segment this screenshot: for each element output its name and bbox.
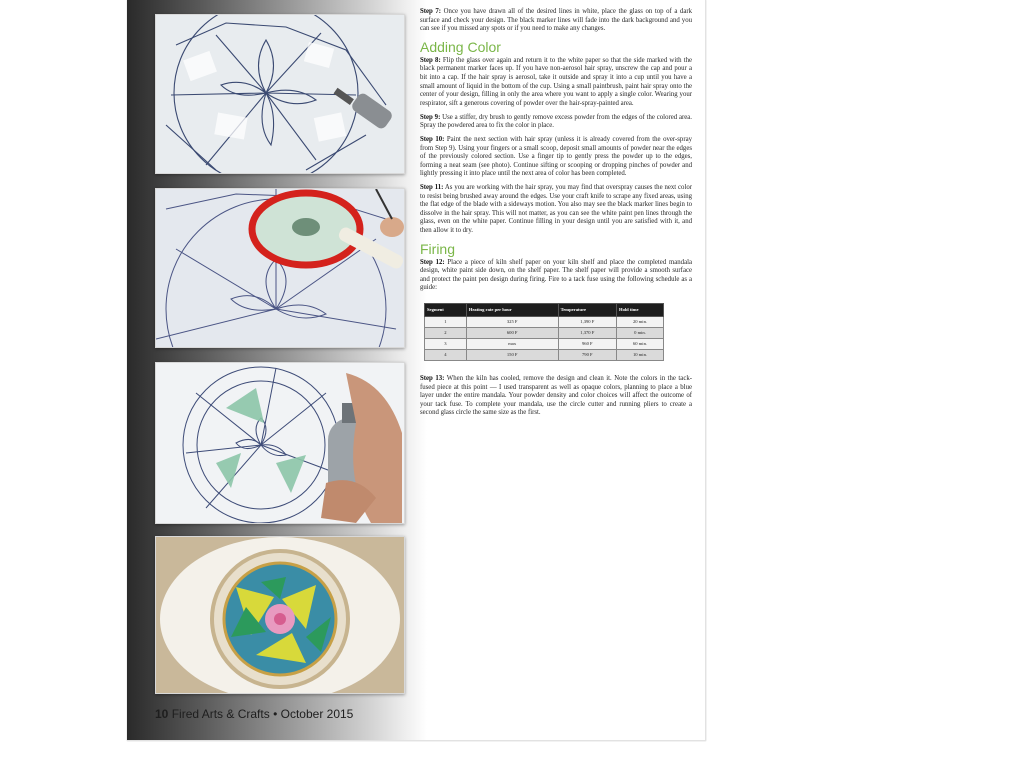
step-8-text: Flip the glass over again and return it to the white paper so that the side marked with the black permanent marker faces up. If you have non-aerosol hair spray, unscrew the cap and pour a bit into a cap. If the hair spray is aerosol, take it outside and spray it into a cup until you have a small amount of liquid in the bottom of the cup. Using a small paintbrush, paint hair spray onto the center of your design, filling in only the area where you want to apply a single color. Wearing your respirator, sift a generous covering of powder over the hair-spray-painted area. [420,56,692,107]
step-11-label: Step 11: [420,184,444,192]
step-12-label: Step 12: [420,258,445,266]
magazine-page [127,0,706,741]
table-cell: 0 min. [617,328,664,339]
step-9-text: Use a stiffer, dry brush to gently remove excess powder from the edges of the colored area. Spray the powdered area to fix the color in place. [420,113,692,130]
table-cell: 790 F [558,350,616,361]
step-10-label: Step 10: [420,135,445,143]
table-cell: max [466,339,558,350]
step-8-label: Step 8: [420,56,441,64]
heading-adding-color: Adding Color [420,38,501,55]
step-7-label: Step 7: [420,8,442,15]
step-10 [420,136,692,179]
photo-fused-mandala [155,536,405,694]
table-row [425,339,664,350]
table-header: Segment [425,304,467,317]
step-7-text: Once you have drawn all of the desired lines in white, place the glass on top of a dark surface and check your design. The black marker lines will fade into the dark background and you can see if you missed any spots or if you need to make any changes. [420,8,693,33]
table-header: Heating rate per hour [466,304,558,317]
photo-mandala-lines [155,14,405,174]
step-12 [420,259,692,293]
table-row [425,350,664,361]
article-text [420,8,692,423]
step-10-text: Paint the next section with hair spray (unless it is already covered from the over-spray from Step 9). Using your fingers or a small scoop, deposit small amounts of powder near the edges of the previously colored section. Use a finger tip to gently press the powder up to the edges, forming a neat seam (see photo). Continue sifting or scooping or dropping pinches of powder and lightly pressing it into place until the next area of color has been completed. [420,135,692,178]
magazine-name: Fired Arts & Crafts [171,707,270,721]
step-13-text: When the kiln has cooled, remove the design and clean it. Note the colors in the tack-fused piece at this point — I used transparent as well as opaque colors, planning to place a blue layer under the entire mandala. Your powder density and color choices will affect the outcome of your tack fuse. To complete your mandala, use the circle cutter and running pliers to create a second glass circle the same size as the first. [420,375,692,417]
table-cell: 960 F [558,339,616,350]
heading-firing: Firing [420,240,456,257]
table-header-row [425,304,664,317]
hair-spray-image [156,363,404,523]
table-cell: 150 F [466,350,558,361]
table-cell: 20 min. [617,317,664,328]
page-footer [155,707,353,721]
table-row [425,317,664,328]
table-cell: 600 F [466,328,558,339]
table-cell: 1,370 F [558,328,616,339]
table-cell: 10 min. [617,350,664,361]
photo-sifting-powder [155,188,405,348]
step-7 [420,8,692,34]
sifting-powder-image [156,189,404,347]
step-13-label: Step 13: [420,375,445,382]
step-13 [420,375,692,418]
issue-date: October 2015 [280,707,354,721]
table-cell: 3 [425,339,467,350]
page-number: 10 [155,707,169,721]
mandala-lines-image [156,15,404,173]
table-cell: 2 [425,328,467,339]
photo-hair-spray [155,362,405,524]
table-header: Hold time [617,304,664,317]
table-cell: 1 [425,317,467,328]
table-header: Temperature [558,304,616,317]
fused-mandala-image [156,537,404,693]
step-11-text: As you are working with the hair spray, you may find that overspray causes the next color to resist being brushed away around the edges. Use your craft knife to scrape any fixed areas, using the flat edge of the blade with a sideways motion. You also may see the black marker lines begin to dissolve in the hair spray. This will not matter, as you can see the white paint pen lines through the glass, even on the white paper. Continue filling in your design until you are satisfied with it, and then allow it to dry. [420,184,692,235]
table-cell: 325 F [466,317,558,328]
table-cell: 4 [425,350,467,361]
footer-separator: • [273,707,278,721]
table-row [425,328,664,339]
step-8 [420,57,692,109]
step-11 [420,184,692,236]
table-cell: 1,390 F [558,317,616,328]
firing-schedule-table [424,303,664,361]
table-cell: 60 min. [617,339,664,350]
step-9 [420,114,692,131]
step-9-label: Step 9: [420,113,441,121]
step-12-text: Place a piece of kiln shelf paper on your kiln shelf and place the completed mandala design, white paint side down, on the shelf paper. The shelf paper will provide a smooth surface and protect the paint pen design during firing. Fire to a tack fuse using the following schedule as a guide: [420,258,692,292]
